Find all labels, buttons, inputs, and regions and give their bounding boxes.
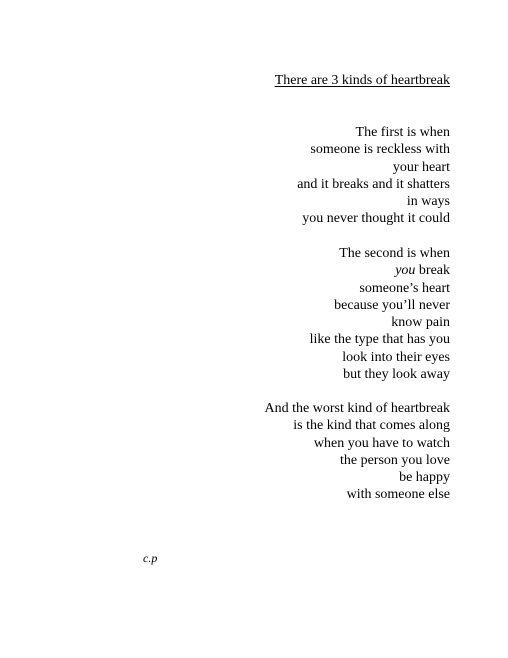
poem-line-rest: break — [415, 263, 450, 279]
poem-line: is the kind that comes along — [293, 418, 450, 434]
poem-line: know pain — [391, 315, 450, 331]
poem-line: The second is when — [339, 246, 450, 261]
poem-line: when you have to watch — [313, 435, 450, 451]
poem-line: someone’s heart — [359, 280, 450, 296]
poem-line: like the type that has you — [309, 332, 450, 348]
poem-line: The first is when — [355, 125, 450, 140]
author-signature: c.p — [143, 551, 158, 565]
poem-line: be happy — [399, 470, 450, 486]
emphasis-word: you — [395, 263, 416, 279]
poem-title: There are 3 kinds of heartbreak — [274, 73, 450, 88]
stanza-third — [265, 400, 450, 504]
poem-line: And the worst kind of heartbreak — [264, 401, 450, 416]
poem-line: look into their eyes — [342, 349, 450, 365]
poem-line: in ways — [406, 194, 450, 210]
poem-line: the person you love — [339, 452, 450, 468]
poem-line: you never thought it could — [302, 211, 450, 227]
poem-line: someone is reckless with — [310, 142, 450, 158]
poem-line: your heart — [392, 159, 450, 175]
poem-line: but they look away — [343, 367, 450, 383]
poem-line: with someone else — [346, 487, 450, 503]
poem-line: because you’ll never — [334, 297, 450, 313]
poem-line-emphasis — [310, 262, 450, 279]
stanza-first — [297, 124, 450, 228]
stanza-second — [310, 245, 450, 383]
poem-line: and it breaks and it shatters — [297, 176, 450, 192]
